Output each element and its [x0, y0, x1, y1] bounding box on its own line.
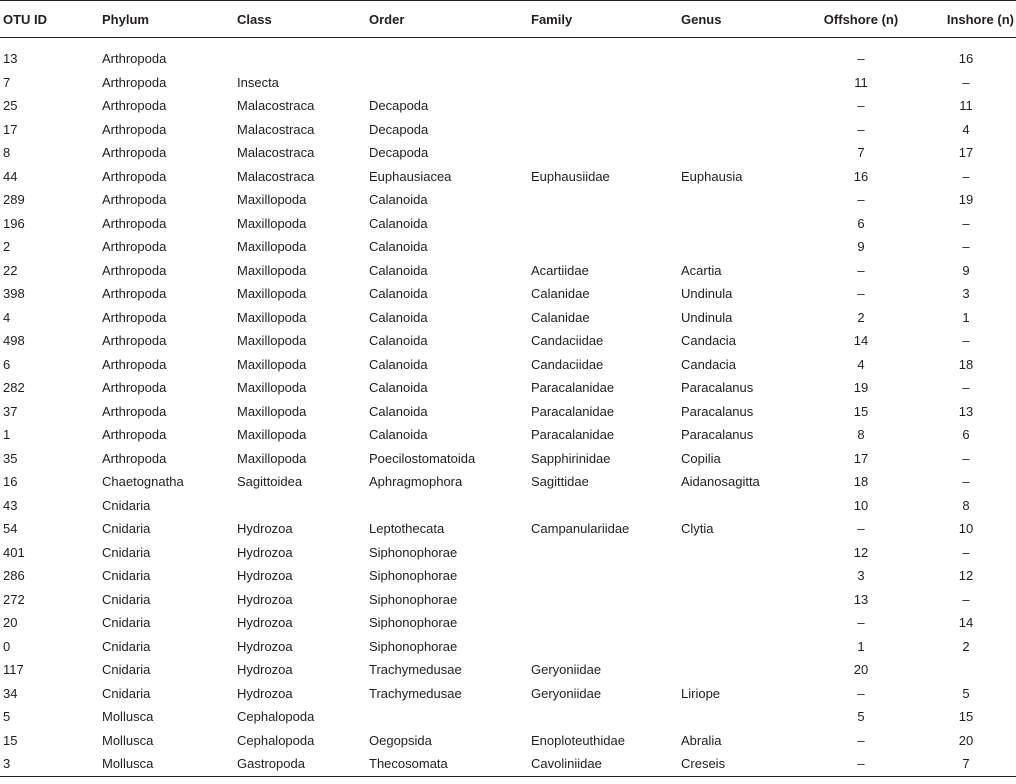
order-cell: Aphragmophora [369, 474, 463, 490]
phylum-cell: Mollusca [99, 752, 234, 776]
otu-id-cell: 35 [3, 450, 18, 466]
table-row [0, 353, 1016, 377]
otu-id-cell: 43 [3, 497, 18, 513]
class-cell: Insecta [237, 74, 279, 90]
offshore-count-cell: 10 [853, 497, 869, 513]
class-cell: Gastropoda [234, 752, 366, 776]
order-cell: Calanoida [369, 356, 428, 372]
phylum-cell: Cnidaria [102, 591, 151, 607]
genus-cell: Candacia [681, 356, 736, 372]
inshore-count-cell: – [962, 74, 970, 90]
inshore-count-cell: 18 [958, 356, 974, 372]
otu-id-header: OTU ID [0, 1, 99, 38]
offshore-count-cell: 12 [853, 544, 869, 560]
table-row [0, 376, 1016, 400]
class-cell: Hydrozoa [237, 615, 293, 631]
phylum-cell: Arthropoda [102, 427, 167, 443]
phylum-cell: Arthropoda [102, 403, 167, 419]
inshore-count-cell: – [962, 591, 970, 607]
table-row [0, 94, 1016, 118]
inshore-count-cell: 2 [962, 638, 970, 654]
genus-cell: Undinula [681, 286, 733, 302]
table-row [0, 682, 1016, 706]
phylum-cell: Mollusca [102, 709, 154, 725]
class-cell: Malacostraca [237, 145, 315, 161]
class-cell: Hydrozoa [237, 521, 293, 537]
genus-cell: Paracalanus [681, 403, 754, 419]
class-cell [234, 47, 366, 71]
genus-cell [678, 611, 806, 635]
genus-cell [678, 141, 806, 165]
order-cell: Decapoda [369, 145, 429, 161]
family-cell: Euphausiidae [531, 168, 610, 184]
inshore-count-cell: 4 [962, 121, 970, 137]
table-row [0, 470, 1016, 494]
otu-id-cell: 7 [3, 74, 11, 90]
offshore-count-cell: – [857, 98, 865, 114]
phylum-cell: Arthropoda [102, 450, 167, 466]
family-cell [528, 141, 678, 165]
otu-id-cell: 13 [3, 51, 18, 67]
family-cell: Candaciidae [531, 356, 604, 372]
genus-cell: Paracalanus [681, 380, 754, 396]
class-cell: Hydrozoa [237, 544, 293, 560]
otu-id-cell: 37 [3, 403, 18, 419]
phylum-cell: Cnidaria [102, 662, 151, 678]
family-cell: Cavoliniidae [528, 752, 678, 776]
class-cell: Maxillopoda [237, 215, 307, 231]
order-cell: Calanoida [369, 309, 428, 325]
inshore-count-cell: 20 [958, 732, 974, 748]
offshore-count-cell: 3 [857, 568, 865, 584]
genus-cell [678, 564, 806, 588]
phylum-cell: Arthropoda [102, 356, 167, 372]
inshore-count-cell: 19 [958, 192, 974, 208]
order-cell: Decapoda [369, 98, 429, 114]
inshore-count-cell: – [962, 168, 970, 184]
class-cell: Malacostraca [237, 98, 315, 114]
otu-id-cell: 34 [3, 685, 18, 701]
phylum-cell: Arthropoda [102, 239, 167, 255]
table-row [0, 611, 1016, 635]
class-cell: Maxillopoda [237, 403, 307, 419]
table-row [0, 212, 1016, 236]
class-cell: Maxillopoda [237, 380, 307, 396]
family-cell [528, 118, 678, 142]
offshore-count-cell: 6 [857, 215, 865, 231]
otu-id-cell: 3 [0, 752, 99, 776]
order-cell: Trachymedusae [369, 662, 462, 678]
inshore-count-cell: – [962, 474, 970, 490]
class-cell: Malacostraca [237, 121, 315, 137]
offshore-count-cell: 16 [853, 168, 869, 184]
otu-id-cell: 54 [3, 521, 18, 537]
phylum-cell: Arthropoda [102, 286, 167, 302]
genus-cell [678, 71, 806, 95]
genus-cell: Paracalanus [681, 427, 754, 443]
genus-cell [678, 705, 806, 729]
offshore-count-cell: 13 [853, 591, 869, 607]
phylum-cell: Arthropoda [102, 74, 167, 90]
family-cell [528, 635, 678, 659]
offshore-count-cell: 9 [857, 239, 865, 255]
genus-cell [678, 494, 806, 518]
phylum-cell: Cnidaria [102, 568, 151, 584]
inshore-count-cell: 5 [962, 685, 970, 701]
inshore-count-cell: 7 [916, 752, 1016, 776]
phylum-cell: Cnidaria [102, 544, 151, 560]
inshore-count-cell: 11 [959, 98, 973, 114]
phylum-cell: Arthropoda [102, 192, 167, 208]
inshore-count-cell: – [962, 239, 970, 255]
offshore-count-cell: 19 [853, 380, 869, 396]
table-row [0, 71, 1016, 95]
otu-id-cell: 272 [3, 591, 25, 607]
inshore-count-cell: 10 [958, 521, 974, 537]
inshore-count-cell: 15 [958, 709, 974, 725]
phylum-cell: Cnidaria [102, 497, 151, 513]
inshore-count-cell: 8 [962, 497, 970, 513]
phylum-cell: Arthropoda [102, 262, 167, 278]
family-cell [528, 71, 678, 95]
family-cell [528, 588, 678, 612]
phylum-cell: Cnidaria [102, 615, 151, 631]
inshore-count-cell: 1 [962, 309, 970, 325]
family-cell [528, 705, 678, 729]
family-cell [528, 94, 678, 118]
class-cell: Maxillopoda [237, 262, 307, 278]
offshore-count-cell: 17 [853, 450, 869, 466]
inshore-count-header: Inshore (n) [916, 1, 1016, 38]
otu-id-cell: 17 [3, 121, 18, 137]
genus-cell: Creseis [678, 752, 806, 776]
table-row [0, 729, 1016, 753]
table-row [0, 306, 1016, 330]
class-cell: Maxillopoda [237, 333, 307, 349]
order-cell: Poecilostomatoida [369, 450, 476, 466]
phylum-cell: Cnidaria [102, 521, 151, 537]
phylum-cell: Arthropoda [102, 309, 167, 325]
table-row [0, 517, 1016, 541]
family-cell: Candaciidae [531, 333, 604, 349]
order-cell [366, 705, 528, 729]
otu-id-cell: 5 [3, 709, 11, 725]
genus-cell [678, 118, 806, 142]
genus-cell: Candacia [681, 333, 736, 349]
class-cell: Maxillopoda [237, 427, 307, 443]
offshore-count-cell: 15 [853, 403, 869, 419]
family-header: Family [528, 1, 678, 38]
family-cell [528, 494, 678, 518]
otu-id-cell: 1 [3, 427, 11, 443]
table-row [0, 165, 1016, 189]
family-cell: Geryoniidae [531, 685, 602, 701]
otu-id-cell: 401 [3, 544, 25, 560]
phylum-cell: Arthropoda [102, 145, 167, 161]
table-row [0, 658, 1016, 682]
table-row [0, 705, 1016, 729]
offshore-count-cell: – [857, 732, 865, 748]
order-header: Order [366, 1, 528, 38]
phylum-cell: Mollusca [102, 732, 154, 748]
order-cell [366, 494, 528, 518]
genus-cell: Copilia [681, 450, 721, 466]
order-cell: Siphonophorae [369, 615, 458, 631]
genus-cell: Acartia [681, 262, 722, 278]
otu-id-cell: 286 [3, 568, 25, 584]
offshore-count-cell: 2 [857, 309, 865, 325]
offshore-count-cell: – [857, 51, 865, 67]
inshore-count-cell: – [962, 450, 970, 466]
order-cell: Calanoida [369, 403, 428, 419]
genus-cell [678, 588, 806, 612]
genus-cell [678, 541, 806, 565]
table-row [0, 400, 1016, 424]
order-cell: Siphonophorae [369, 568, 458, 584]
class-cell: Hydrozoa [237, 685, 293, 701]
otu-id-cell: 117 [3, 662, 24, 678]
class-cell: Cephalopoda [237, 732, 315, 748]
inshore-count-cell: 6 [962, 427, 970, 443]
class-cell: Hydrozoa [237, 591, 293, 607]
table-row [0, 329, 1016, 353]
phylum-cell: Cnidaria [102, 685, 151, 701]
order-cell: Siphonophorae [369, 544, 458, 560]
offshore-count-cell: 20 [853, 662, 869, 678]
genus-cell [678, 47, 806, 71]
inshore-count-cell [916, 658, 1016, 682]
inshore-count-cell: 16 [958, 51, 974, 67]
class-cell: Maxillopoda [237, 239, 307, 255]
inshore-count-cell: – [962, 215, 970, 231]
class-header: Class [234, 1, 366, 38]
order-cell: Siphonophorae [369, 638, 458, 654]
otu-id-cell: 398 [3, 286, 25, 302]
table-row [0, 635, 1016, 659]
table-row [0, 494, 1016, 518]
phylum-cell: Arthropoda [102, 168, 167, 184]
table-row [0, 235, 1016, 259]
inshore-count-cell: – [962, 544, 970, 560]
genus-cell [678, 212, 806, 236]
family-cell [528, 47, 678, 71]
genus-cell: Undinula [681, 309, 733, 325]
genus-cell [678, 635, 806, 659]
order-cell: Calanoida [369, 286, 428, 302]
offshore-count-cell: – [857, 685, 865, 701]
genus-cell [678, 94, 806, 118]
class-cell: Malacostraca [237, 168, 315, 184]
otu-id-cell: 16 [3, 474, 18, 490]
family-cell [528, 564, 678, 588]
order-cell: Trachymedusae [369, 685, 462, 701]
genus-cell: Aidanosagitta [681, 474, 760, 490]
inshore-count-cell: 14 [958, 615, 974, 631]
inshore-count-cell: 17 [958, 145, 974, 161]
table-row [0, 141, 1016, 165]
offshore-count-cell: 1 [857, 638, 865, 654]
otu-id-cell: 8 [3, 145, 11, 161]
table-row [0, 564, 1016, 588]
order-cell: Calanoida [369, 380, 428, 396]
class-cell: Sagittoidea [237, 474, 303, 490]
otu-id-cell: 25 [3, 98, 18, 114]
offshore-count-cell: 5 [857, 709, 865, 725]
family-cell: Paracalanidae [531, 403, 615, 419]
otu-id-cell: 6 [3, 356, 11, 372]
class-cell: Maxillopoda [237, 450, 307, 466]
table-row [0, 282, 1016, 306]
phylum-cell: Arthropoda [102, 215, 167, 231]
otu-id-cell: 2 [3, 239, 11, 255]
genus-cell [678, 658, 806, 682]
class-cell: Hydrozoa [237, 568, 293, 584]
otu-id-cell: 15 [3, 732, 18, 748]
phylum-cell: Arthropoda [102, 333, 167, 349]
genus-cell: Clytia [681, 521, 714, 537]
genus-header: Genus [678, 1, 806, 38]
family-cell: Campanulariidae [531, 521, 630, 537]
inshore-count-cell: – [962, 333, 970, 349]
offshore-count-cell: – [857, 615, 865, 631]
phylum-cell: Arthropoda [102, 121, 167, 137]
genus-cell: Euphausia [681, 168, 743, 184]
class-cell: Maxillopoda [237, 309, 307, 325]
table-row [0, 752, 1016, 776]
phylum-cell: Cnidaria [102, 638, 151, 654]
table-row [0, 118, 1016, 142]
genus-cell: Abralia [681, 732, 722, 748]
family-cell [528, 235, 678, 259]
order-cell: Leptothecata [369, 521, 445, 537]
inshore-count-cell: 13 [958, 403, 974, 419]
phylum-header: Phylum [99, 1, 234, 38]
family-cell: Calanidae [531, 309, 590, 325]
genus-cell [678, 235, 806, 259]
class-cell: Maxillopoda [237, 286, 307, 302]
family-cell [528, 212, 678, 236]
order-cell: Oegopsida [369, 732, 432, 748]
family-cell [528, 188, 678, 212]
class-cell: Hydrozoa [237, 662, 293, 678]
family-cell: Paracalanidae [531, 380, 615, 396]
order-cell: Calanoida [369, 333, 428, 349]
offshore-count-cell: – [857, 521, 865, 537]
order-cell: Thecosomata [366, 752, 528, 776]
genus-cell [678, 188, 806, 212]
order-cell: Decapoda [369, 121, 429, 137]
order-cell [366, 47, 528, 71]
family-cell: Sapphirinidae [531, 450, 611, 466]
table-row [0, 188, 1016, 212]
offshore-count-cell: 4 [857, 356, 865, 372]
inshore-count-cell: 3 [962, 286, 970, 302]
phylum-cell: Arthropoda [102, 98, 167, 114]
genus-cell: Liriope [681, 685, 721, 701]
offshore-count-header: Offshore (n) [806, 1, 916, 38]
inshore-count-cell: 12 [958, 568, 974, 584]
order-cell: Calanoida [369, 192, 428, 208]
otu-id-cell: 196 [3, 215, 25, 231]
family-cell: Paracalanidae [531, 427, 615, 443]
otu-id-cell: 20 [3, 615, 18, 631]
order-cell: Calanoida [369, 262, 428, 278]
offshore-count-cell: 18 [853, 474, 869, 490]
family-cell: Calanidae [531, 286, 590, 302]
family-cell: Geryoniidae [531, 662, 602, 678]
family-cell [528, 541, 678, 565]
family-cell: Acartiidae [531, 262, 589, 278]
class-cell: Maxillopoda [237, 192, 307, 208]
table-row [0, 541, 1016, 565]
offshore-count-cell: 7 [857, 145, 865, 161]
table-header-row [0, 1, 1016, 38]
offshore-count-cell: 11 [854, 74, 868, 90]
otu-id-cell: 0 [3, 638, 11, 654]
family-cell: Enoploteuthidae [531, 732, 625, 748]
header-spacer [0, 38, 1016, 48]
class-cell [234, 494, 366, 518]
otu-id-cell: 498 [3, 333, 25, 349]
table-row [0, 447, 1016, 471]
offshore-count-cell: – [857, 121, 865, 137]
class-cell: Maxillopoda [237, 356, 307, 372]
inshore-count-cell: 9 [962, 262, 970, 278]
order-cell: Calanoida [369, 239, 428, 255]
table-row [0, 47, 1016, 71]
phylum-cell: Arthropoda [102, 51, 167, 67]
class-cell: Hydrozoa [237, 638, 293, 654]
family-cell: Sagittidae [531, 474, 589, 490]
offshore-count-cell: – [857, 286, 865, 302]
table-row [0, 588, 1016, 612]
offshore-count-cell: – [806, 752, 916, 776]
otu-id-cell: 289 [3, 192, 25, 208]
order-cell: Siphonophorae [369, 591, 458, 607]
table-row [0, 423, 1016, 447]
phylum-cell: Chaetognatha [102, 474, 184, 490]
phylum-cell: Arthropoda [102, 380, 167, 396]
offshore-count-cell: – [857, 192, 865, 208]
otu-id-cell: 282 [3, 380, 25, 396]
offshore-count-cell: 8 [857, 427, 865, 443]
order-cell: Calanoida [369, 215, 428, 231]
order-cell: Calanoida [369, 427, 428, 443]
family-cell [528, 611, 678, 635]
order-cell [366, 71, 528, 95]
otu-id-cell: 44 [3, 168, 18, 184]
order-cell: Euphausiacea [369, 168, 452, 184]
offshore-count-cell: – [857, 262, 865, 278]
inshore-count-cell: – [962, 380, 970, 396]
table-row [0, 259, 1016, 283]
class-cell: Cephalopoda [237, 709, 315, 725]
offshore-count-cell: 14 [853, 333, 869, 349]
otu-id-cell: 22 [3, 262, 18, 278]
otu-id-cell: 4 [3, 309, 11, 325]
